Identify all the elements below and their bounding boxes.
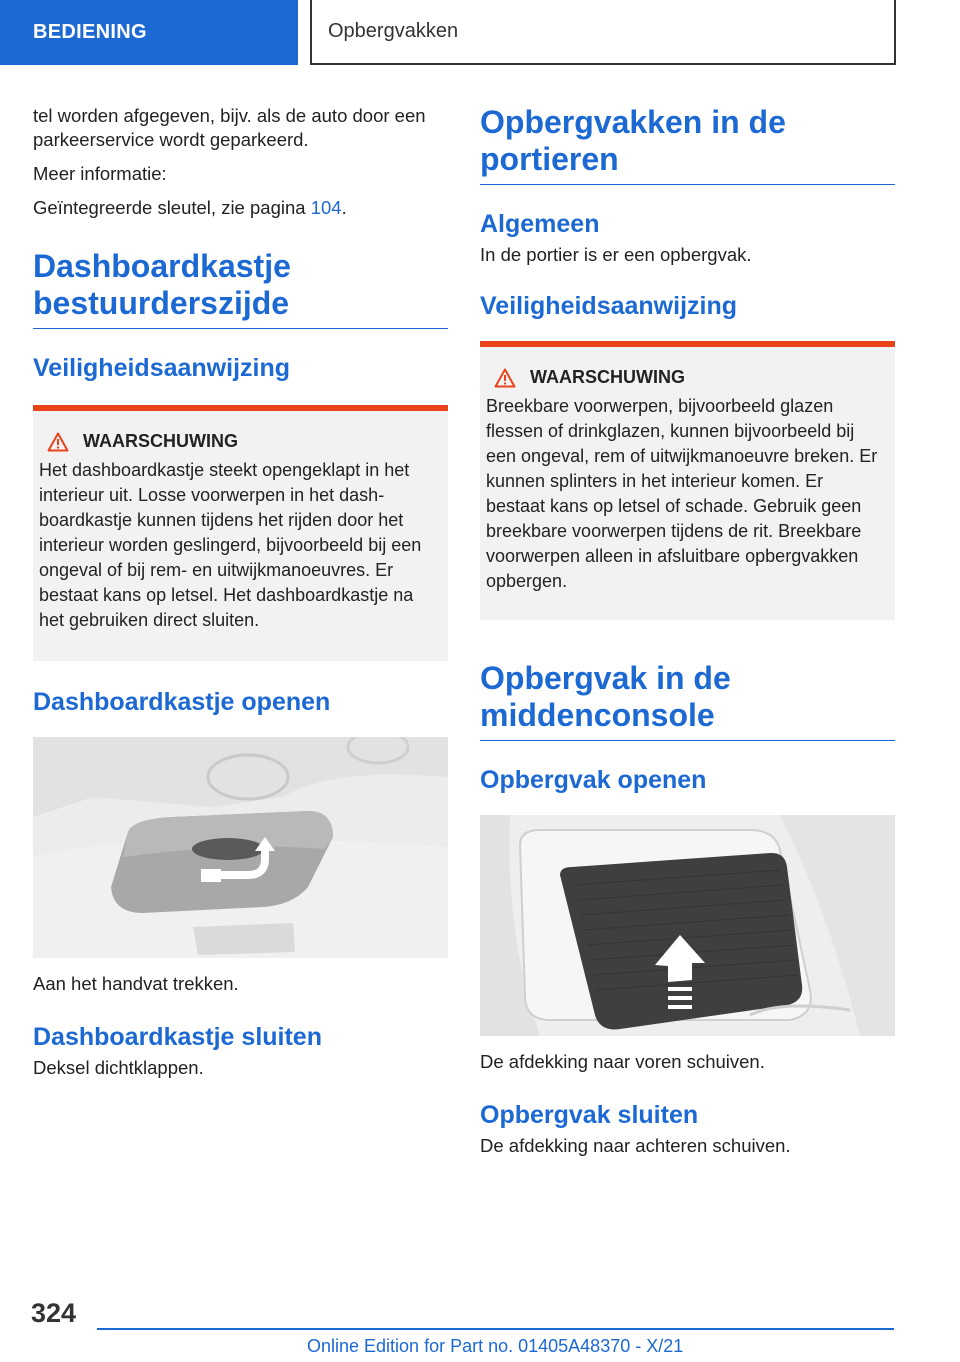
heading-compartment-open: Opbergvak openen [480,766,707,794]
footer-divider [97,1328,894,1330]
intro-paragraph: tel worden afgegeven, bijv. als de auto door een parkeerservice wordt geparkeerd. [33,105,426,150]
warning-header [39,431,440,452]
heading-glovebox-open: Dashboardkastje openen [33,688,331,716]
general-text: In de portier is er een opbergvak. [480,244,752,265]
open-caption: Aan het handvat trekken. [33,973,239,994]
console-photo [480,815,895,1036]
heading-compartment-close: Opbergvak sluiten [480,1101,699,1129]
reference-end: . [341,197,347,218]
warning-box-doors [480,341,895,620]
edition-text: Online Edition for Part no. 01405A48370 - X/21 [307,1336,684,1356]
warning-text: Het dashboardkastje steekt opengeklapt in het interieur uit. Losse voorwerpen in het dashboardkastje kunnen tijdens het rijden door het interieur worden geslingerd, bijvoorbeeld bij een ongeval of bij rem- en uitwijkmanoeuvres. Er bestaat kans op letsel. Het dashboardkastje na het gebruiken direct sluiten. [39,460,422,630]
warning-title-doors: WAARSCHUWING [530,367,685,387]
heading-safety: Veiligheidsaanwijzing [33,354,291,382]
page-number: 324 [31,1298,77,1328]
chapter-tab[interactable]: BEDIENING [0,0,298,65]
open-caption-console: De afdekking naar voren schuiven. [480,1051,765,1072]
right-column [480,104,895,1158]
heading-door-compartments: Opbergvakken in de portieren [480,104,895,185]
warning-triangle-icon [494,368,516,388]
reference-line [33,196,448,220]
warning-triangle-icon [47,432,69,452]
warning-text-doors: Breekbare voorwerpen, bijvoorbeeld glazen flessen of drinkglazen, kunnen bijvoorbeeld bij een ongeval, rem of uitwijkmanoeuvre breken. Er kunnen splinters in het interieur komen. Er bestaat kans op letsel of schade. Gebruik geen breekbare voorwerpen tijdens de rit. Breekbare voorwerpen alleen in afsluitbare opbergvakken opbergen. [486,396,878,591]
warning-header-doors [486,367,887,388]
section-title: Opbergvakken [310,0,896,65]
heading-safety-doors: Veiligheidsaanwijzing [480,292,738,320]
warning-box [33,405,448,661]
heading-glovebox-driver: Dashboardkastje bestuurderszijde [33,248,448,329]
page-link[interactable]: 104 [310,197,342,218]
reference-text: Geïntegreerde sleutel, zie pagina [33,197,311,218]
close-text: Deksel dichtklappen. [33,1057,204,1078]
heading-center-console: Opbergvak in de middenconsole [480,660,895,741]
heading-glovebox-close: Dashboardkastje sluiten [33,1023,322,1051]
more-info-label: Meer informatie: [33,163,167,184]
heading-general: Algemeen [480,210,600,238]
glovebox-photo [33,737,448,958]
warning-title: WAARSCHUWING [83,431,238,451]
left-column [33,104,448,1080]
close-text-console: De afdekking naar achteren schuiven. [480,1135,791,1156]
